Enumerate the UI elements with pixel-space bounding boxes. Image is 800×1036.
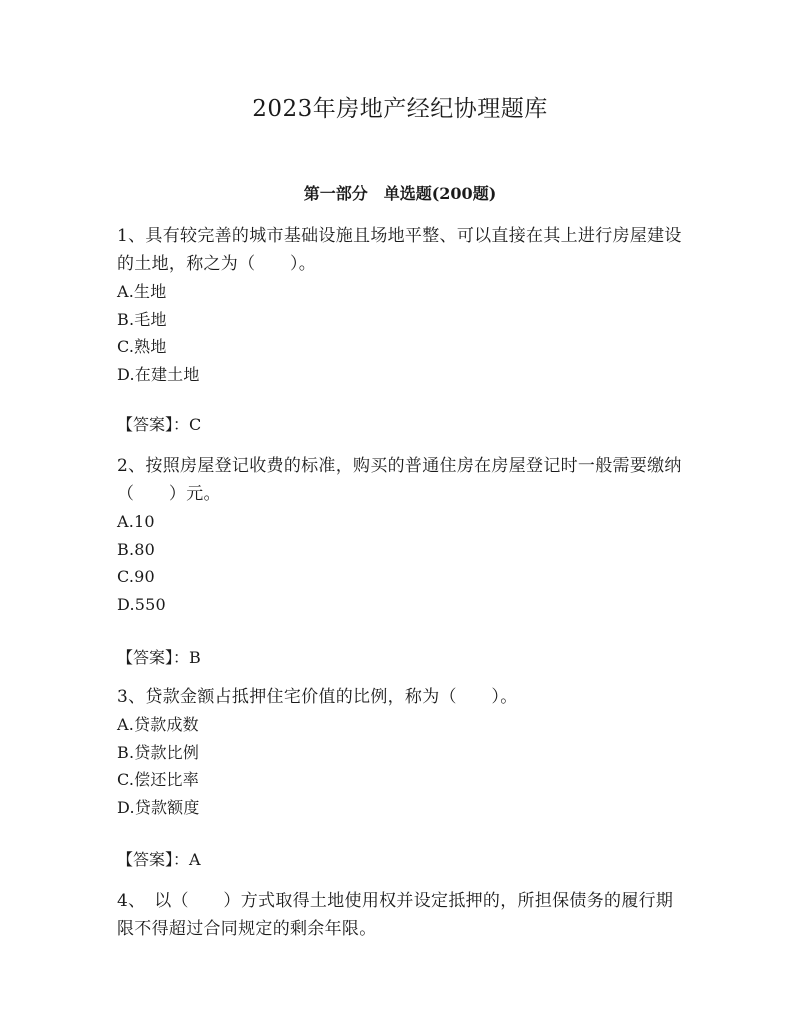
- question-2-answer: 【答案】：B: [117, 648, 201, 667]
- question-3-option-a: A.贷款成数: [117, 715, 199, 734]
- question-1-option-d: D.在建土地: [117, 364, 200, 384]
- question-2: [117, 452, 687, 618]
- question-2-option-c: C.90: [117, 567, 155, 586]
- question-2-text: 2、按照房屋登记收费的标准，购买的普通住房在房屋登记时一般需要缴纳（ ）元。: [117, 456, 682, 504]
- question-3-option-c: C.偿还比率: [117, 770, 199, 789]
- question-1-answer: 【答案】：C: [117, 415, 202, 434]
- question-3-text: 3、贷款金额占抵押住宅价值的比例，称为（ ）。: [117, 687, 518, 707]
- question-3-answer: 【答案】：A: [117, 850, 201, 869]
- question-2-option-d: D.550: [117, 594, 166, 614]
- question-2-option-b: B.80: [117, 539, 156, 559]
- document-title: 2023年房地产经纪协理题库: [252, 96, 548, 122]
- question-1-text: 1、具有较完善的城市基础设施且场地平整、可以直接在其上进行房屋建设的土地，称之为（ ）。: [117, 226, 682, 274]
- question-1-option-b: B.毛地: [117, 309, 167, 329]
- question-4-text: 4、 以（ ）方式取得土地使用权并设定抵押的，所担保债务的履行期限不得超过合同规定的剩余年限。: [117, 891, 674, 939]
- section-title: 第一部分 单选题(200题): [303, 184, 497, 203]
- question-3-option-b: B.贷款比例: [117, 742, 200, 762]
- question-1-option-c: C.熟地: [117, 337, 167, 356]
- question-4: [117, 887, 687, 943]
- question-3-option-d: D.贷款额度: [117, 797, 200, 817]
- question-1: [117, 222, 687, 388]
- question-2-option-a: A.10: [117, 512, 155, 531]
- question-1-option-a: A.生地: [117, 282, 167, 301]
- question-3: [117, 683, 687, 821]
